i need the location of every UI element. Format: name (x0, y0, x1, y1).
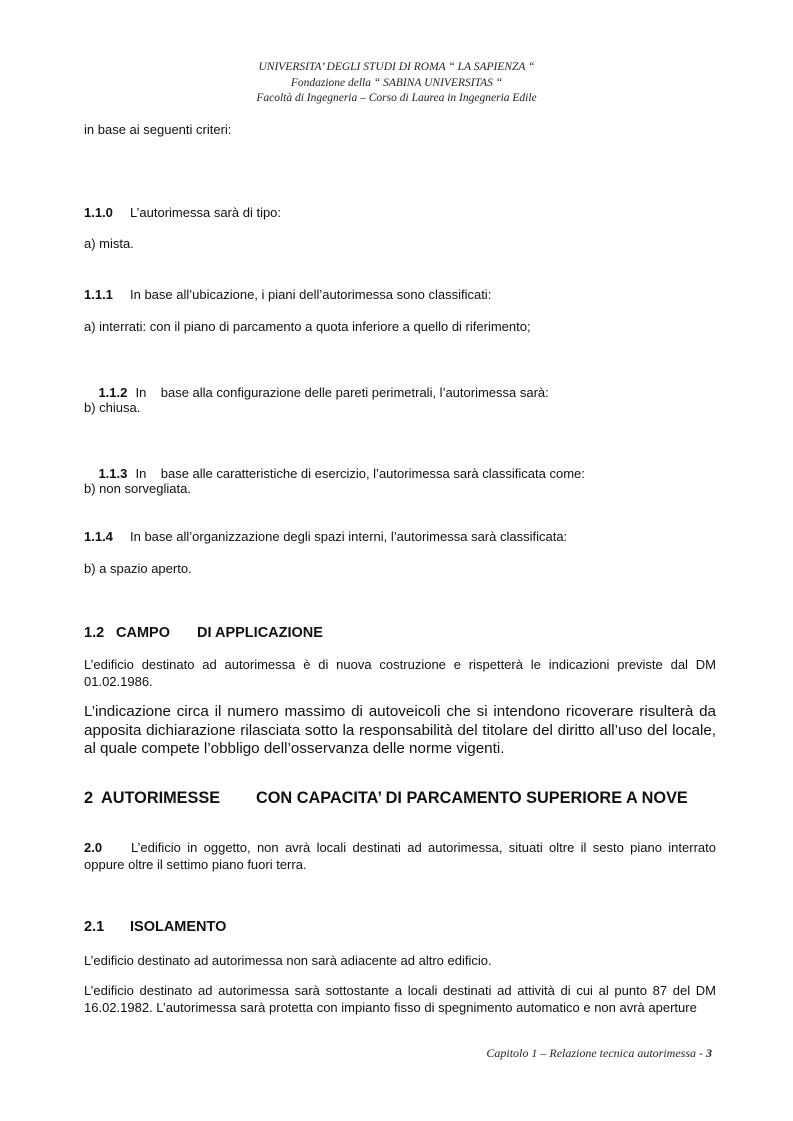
heading-1-2 (84, 624, 323, 642)
item-number: 1.1.3 (98, 466, 128, 481)
paragraph-2-1-b: L’edificio destinato ad autorimessa sarà sottostante a locali destinati ad attività di cui al punto 87 del DM 16.02.1982. L’autorimessa sarà protetta con impianto fisso di spegnimento automatico e non avrà aperture (84, 983, 716, 1015)
page-footer (0, 1045, 712, 1061)
page-header (0, 60, 793, 107)
intro-text: in base ai seguenti criteri: (84, 122, 232, 137)
item-number: 2.0 (84, 840, 103, 855)
item-text: In base all’organizzazione degli spazi interni, l’autorimessa sarà classificata: (130, 529, 568, 544)
item-1-1-0 (84, 204, 716, 221)
item-text: In base all’ubicazione, i piani dell’autorimessa sono classificati: (130, 287, 492, 302)
item-text: In base alle caratteristiche di esercizio, l’autorimessa sarà classificata come: (135, 466, 585, 481)
paragraph-1-2-b: L’indicazione circa il numero massimo di autoveicoli che si intendono ricoverare risulterà da apposita dichiarazione rilasciata sotto la responsabilità del titolare del diritto all’uso del locale, al quale compete l’obbligo dell’osservanza delle norme vigenti. (84, 703, 716, 757)
item-text: L’edificio in oggetto, non avrà locali destinati ad autorimessa, situati oltre il sesto piano interrato oppure oltre il settimo piano fuori terra. (84, 840, 716, 872)
paragraph-2-1-a: L’edificio destinato ad autorimessa non sarà adiacente ad altro edificio. (84, 953, 492, 968)
paragraph-1-2-a: L’edificio destinato ad autorimessa è di nuova costruzione e rispetterà le indicazioni previste dal DM 01.02.1986. (84, 657, 716, 689)
footer-chapter: Capitolo 1 – Relazione tecnica autorimessa - (486, 1046, 706, 1060)
item-1-1-1-answer: a) interrati: con il piano di parcamento a quota inferiore a quello di riferimento; (84, 319, 531, 334)
heading-number: 2.1 (84, 919, 105, 935)
item-1-1-1 (84, 286, 716, 303)
heading-title: ISOLAMENTO (130, 919, 227, 935)
heading-2 (84, 788, 688, 808)
item-1-1-3-answer: b) non sorvegliata. (84, 481, 191, 496)
item-1-1-2-answer: b) chiusa. (84, 400, 141, 415)
item-number: 1.1.2 (98, 385, 128, 400)
item-number: 1.1.4 (84, 529, 113, 544)
heading-number: 1.2 (84, 625, 105, 641)
header-foundation: Fondazione della “ SABINA UNIVERSITAS “ (290, 76, 503, 89)
item-2-0 (84, 839, 716, 873)
item-1-1-0-answer: a) mista. (84, 236, 134, 251)
heading-title-a: CAMPO (116, 625, 170, 641)
heading-title-b: DI APPLICAZIONE (197, 625, 323, 641)
item-1-1-4-answer: b) a spazio aperto. (84, 561, 192, 576)
heading-title-a: AUTORIMESSE (101, 789, 221, 807)
heading-2-1 (84, 918, 226, 936)
header-faculty: Facoltà di Ingegneria – Corso di Laurea in Ingegneria Edile (256, 92, 537, 104)
item-number: 1.1.0 (84, 205, 113, 220)
item-number: 1.1.1 (84, 287, 113, 302)
heading-number: 2 (84, 789, 94, 807)
item-text: L’autorimessa sarà di tipo: (130, 205, 282, 220)
item-1-1-4 (84, 528, 716, 545)
header-university: UNIVERSITA’ DEGLI STUDI DI ROMA “ LA SAPIENZA “ (258, 61, 535, 73)
item-text: In base alla configurazione delle pareti perimetrali, l’autorimessa sarà: (135, 385, 549, 400)
heading-title-b: CON CAPACITA’ DI PARCAMENTO SUPERIORE A NOVE (256, 789, 688, 807)
page-number: 3 (706, 1046, 712, 1060)
